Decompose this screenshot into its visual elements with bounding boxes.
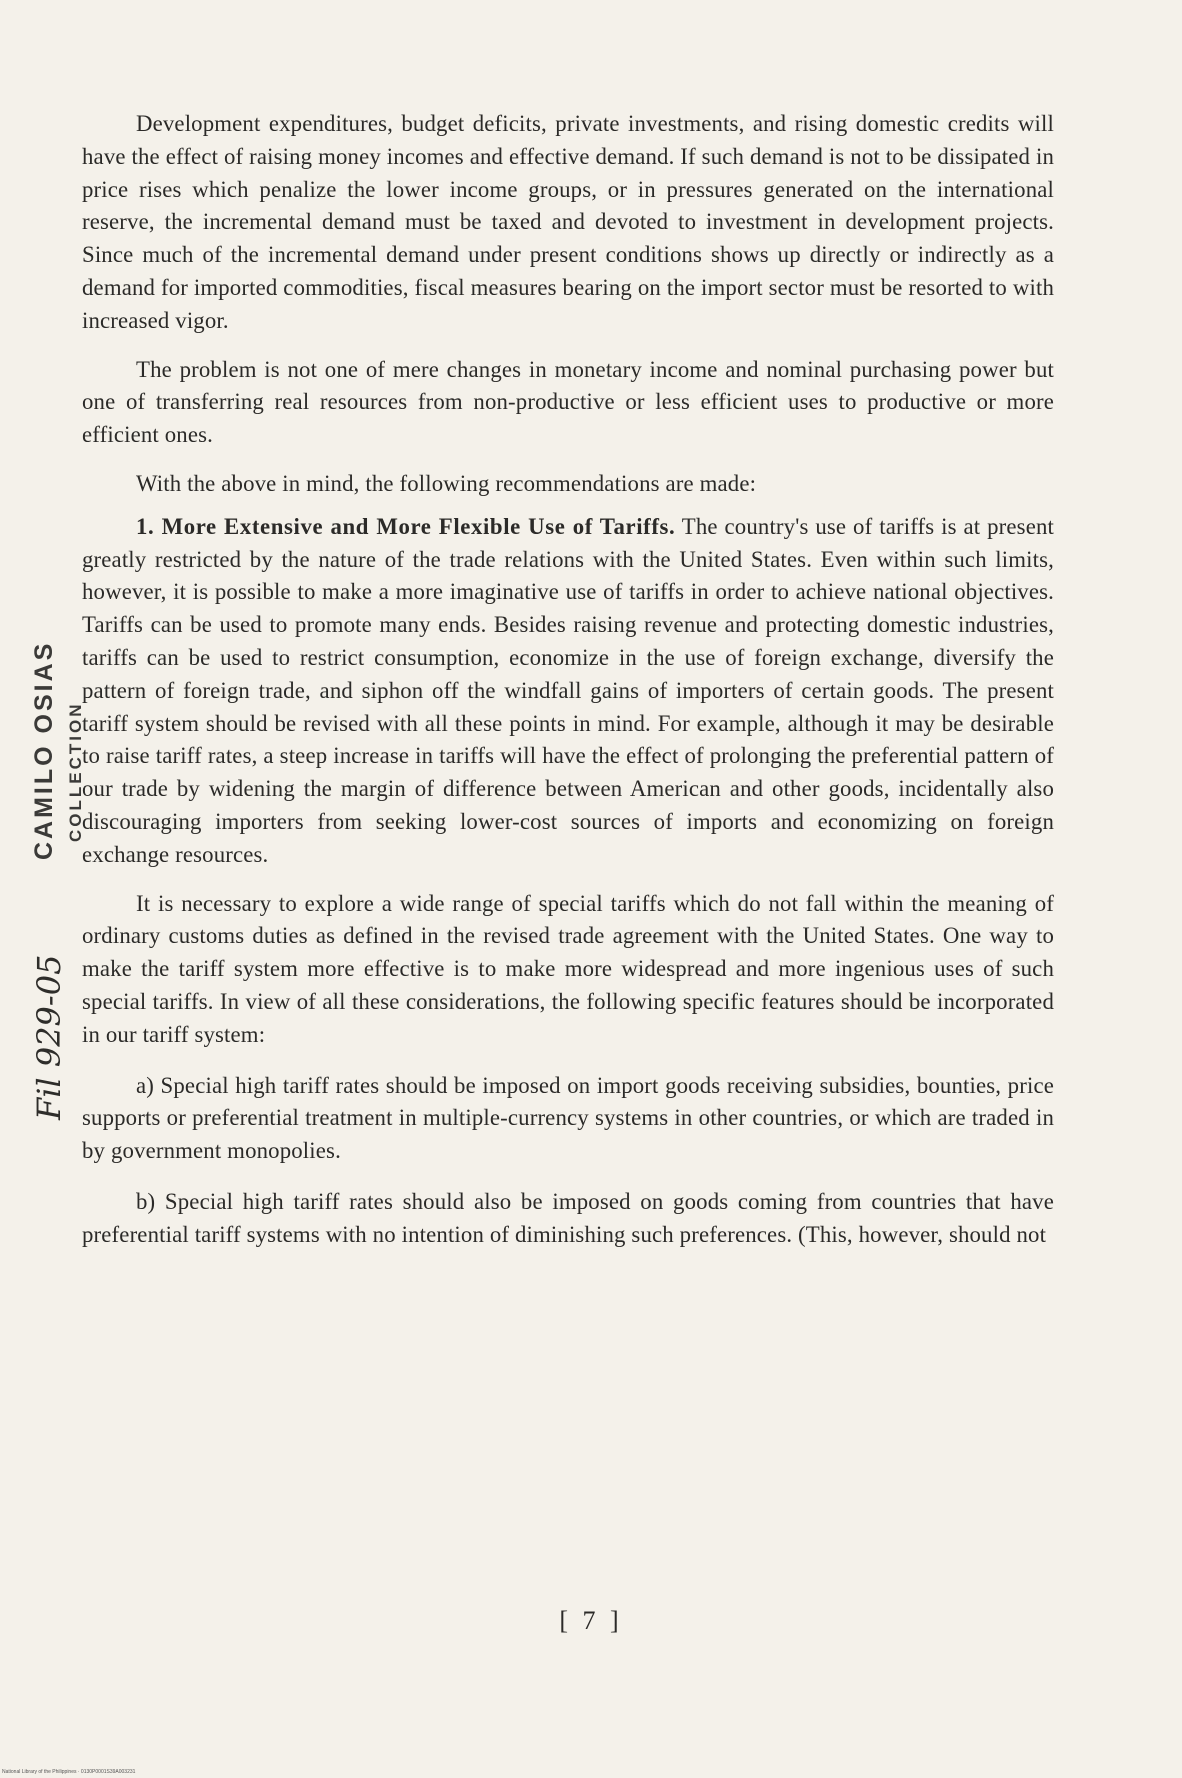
paragraph-tariffs (82, 511, 1054, 872)
page-body (82, 108, 1054, 1252)
recommendation-heading: 1. More Extensive and More Flexible Use of Tariffs. (136, 513, 676, 539)
collection-stamp-name: CAMILO OSIAS (30, 640, 58, 860)
paragraph-development-expenditures: Development expenditures, budget deficits, private investments, and rising domestic credits will have the effect of raising money incomes and effective demand. If such demand is not to be dissipated in price rises which penalize the lower income groups, or in pressures generated on the international reserve, the incremental demand must be taxed and devoted to investment in development projects. Since much of the incremental demand under present conditions shows up directly or indirectly as a demand for imported commodities, fiscal measures bearing on the import sector must be resorted to with increased vigor. (82, 111, 1054, 333)
page-number: [ 7 ] (559, 1606, 623, 1635)
paragraph-item-b: b) Special high tariff rates should also be imposed on goods coming from countries that have preferential tariff systems with no intention of diminishing such preferences. (This, however, should not (82, 1188, 1054, 1247)
collection-stamp-label: COLLECTION (66, 701, 85, 842)
paragraph-special-tariffs: It is necessary to explore a wide range of special tariffs which do not fall within the meaning of ordinary customs duties as defined in the revised trade agreement with the United States. One way to make the tariff system more effective is to make more widespread and more ingenious uses of such special tariffs. In view of all these considerations, the following specific features should be incorporated in our tariff system: (82, 890, 1054, 1047)
recommendation-body: The country's use of tariffs is at present greatly restricted by the nature of the trade relations with the United States. Even within such limits, however, it is possible to make a more imaginative use of tariffs in order to achieve national objectives. Tariffs can be used to promote many ends. Besides raising revenue and protecting domestic industries, tariffs can be used to restrict consumption, economize in the use of foreign exchange, diversify the pattern of foreign trade, and siphon off the windfall gains of importers of certain goods. The present tariff system should be revised with all these points in mind. For example, although it may be desirable to raise tariff rates, a steep increase in tariffs will have the effect of prolonging the preferential pattern of our trade by widening the margin of difference between American and other goods, incidentally also discouraging importers from seeking lower-cost sources of imports and economizing on foreign exchange resources. (82, 513, 1055, 867)
scan-footer-note: National Library of the Philippines · 0130P0001S39A003231 (2, 1769, 136, 1775)
paragraph-the-problem: The problem is not one of mere changes in monetary income and nominal purchasing power but one of transferring real resources from non-productive or less efficient uses to productive or more efficient ones. (82, 356, 1054, 448)
paragraph-item-a: a) Special high tariff rates should be imposed on import goods receiving subsidies, bounties, price supports or preferential treatment in multiple-currency systems in other countries, or which are traded in by government monopolies. (82, 1072, 1054, 1164)
handwritten-call-number: Fil 929-05 (30, 954, 68, 1120)
paragraph-recommendations-intro: With the above in mind, the following recommendations are made: (136, 470, 757, 496)
